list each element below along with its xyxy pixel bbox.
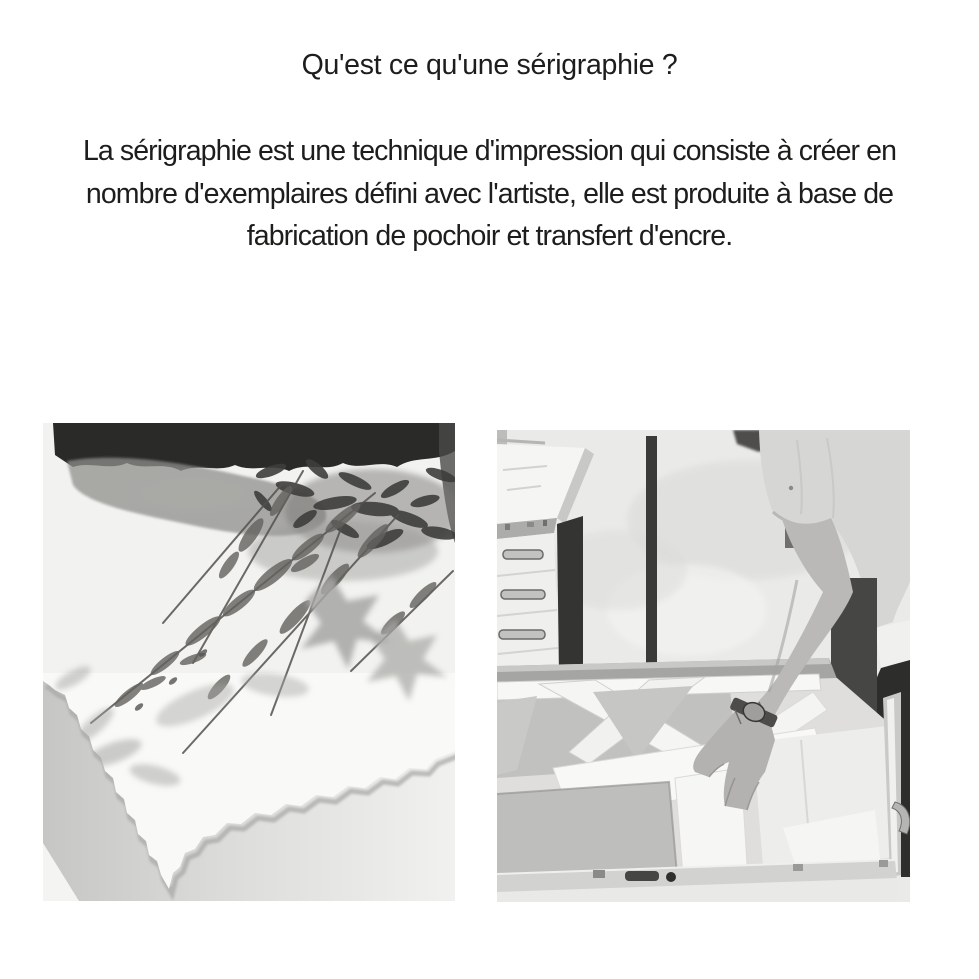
workshop-frames-image [497,430,910,902]
photo-frames-workshop [497,430,910,902]
intro-line-2: nombre d'exemplaires défini avec l'artiste, elle est produite à base de [85,177,894,210]
door-frame-bar [646,436,657,664]
intro-line-1: La sérigraphie est une technique d'impression qui consiste à créer en [82,135,897,167]
leaf-shadow-print-image [43,423,455,901]
intro-line-3: fabrication de pochoir et transfert d'encre. [246,220,733,252]
intro-paragraph [0,130,979,258]
photo-leaf-shadow-print [43,423,455,901]
drawer-cabinet [497,444,594,682]
shirt-hem [875,620,910,668]
page-title: Qu'est ce qu'une sérigraphie ? [301,49,678,81]
